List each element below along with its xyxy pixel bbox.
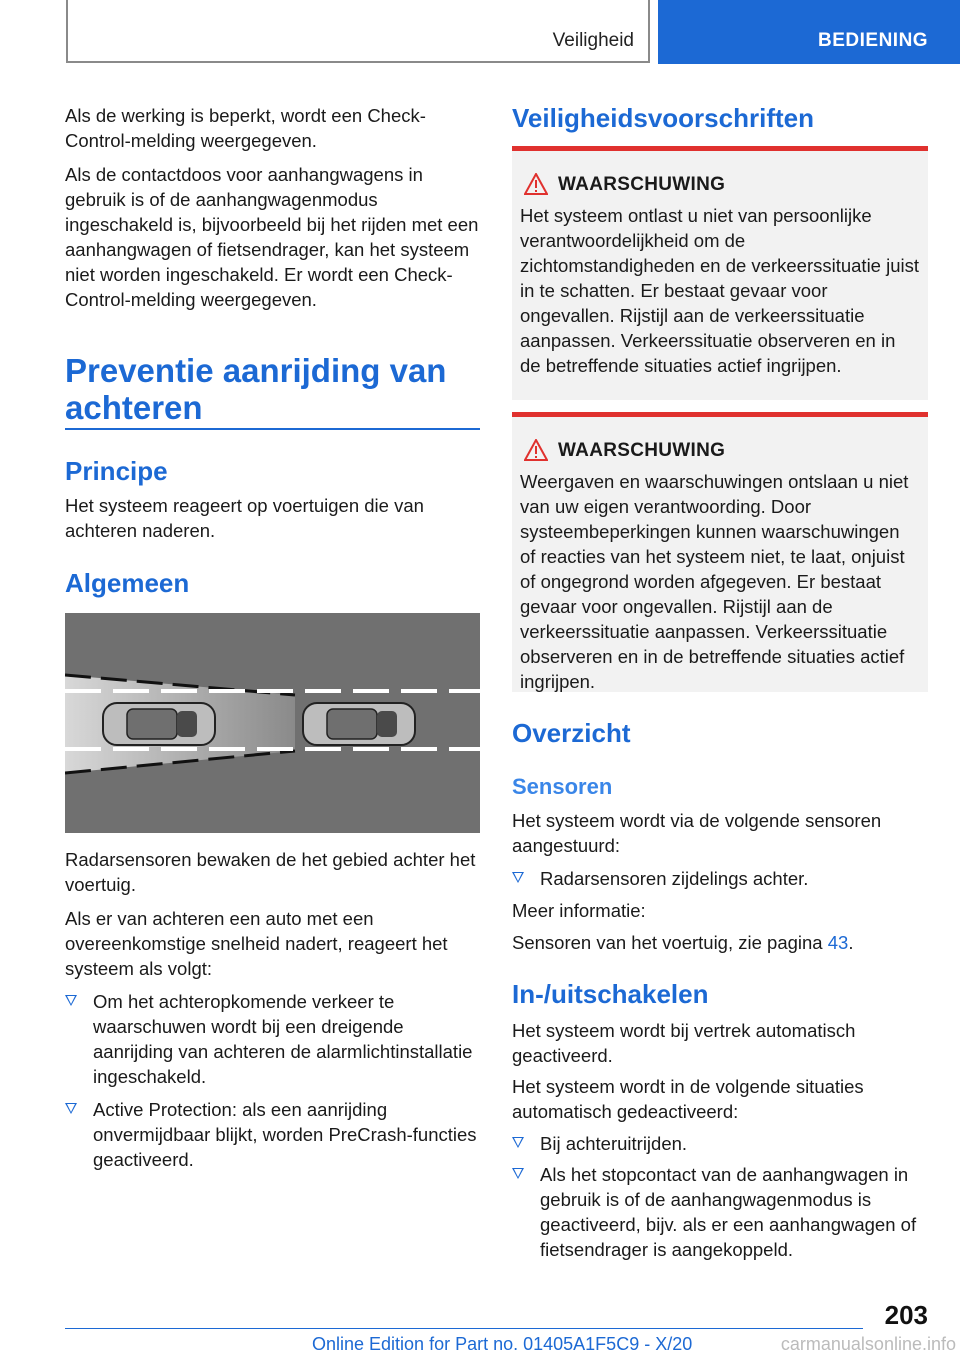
warning-box-2 <box>512 412 928 692</box>
list-item: Als het stopcontact van de aanhangwagen in gebruik is of de aanhangwagenmodus is geactiveerd, bijv. als er een aanhangwagen of fietsendrager is aangekoppeld. <box>512 1162 928 1262</box>
principe-heading: Principe <box>65 456 168 486</box>
warning-text: Het systeem ontlast u niet van persoonlijke verantwoordelijkheid om de zichtomstandigheden en de verkeerssituatie juist in te schatten. Er bestaat gevaar voor ongevallen. Rijstijl aan de verkeerssituatie aanpassen. Verkeerssituatie observeren en in de betreffende situaties actief ingrijpen. <box>520 205 920 376</box>
intro-paragraph-2: Als de contactdoos voor aanhangwagens in gebruik is of de aanhangwagenmodus ingeschakeld is, bijvoorbeeld bij het rijden met een aanhangwagen of fietsendrager, kan het systeem niet worden ingeschakeld. Er wordt een Check-Control-melding weergegeven. <box>65 164 479 310</box>
sensoren-heading: Sensoren <box>512 774 613 799</box>
page-number: 203 <box>884 1300 928 1330</box>
footer-watermark: carmanualsonline.info <box>780 1334 956 1354</box>
list-item: Radarsensoren zijdelings achter. <box>512 866 928 891</box>
warning-title: WAARSCHUWING <box>558 174 726 195</box>
header-section-label: Veiligheid <box>552 30 634 51</box>
own-vehicle <box>103 703 215 745</box>
overzicht-heading: Overzicht <box>512 718 631 748</box>
sensoren-text: Het systeem wordt via de volgende sensoren aangestuurd: <box>512 810 882 856</box>
rear-collision-illustration <box>65 613 480 833</box>
footer-edition: Online Edition for Part no. 01405A1F5C9 - X/20 <box>312 1334 693 1354</box>
page-reference-link[interactable]: 43 <box>827 932 849 953</box>
list-item: Active Protection: als een aanrijding onvermijdbaar blijkt, worden PreCrash-functies geactiveerd. <box>65 1097 480 1172</box>
footer-rule <box>65 1328 863 1329</box>
more-info-label: Meer informatie: <box>512 900 646 921</box>
header-frame <box>66 0 650 63</box>
warning-box-1 <box>512 146 928 400</box>
approaching-vehicle <box>303 703 415 745</box>
inuit-paragraph-1: Het systeem wordt bij vertrek automatisch geactiveerd. <box>512 1020 856 1066</box>
inuit-heading: In-/uitschakelen <box>512 979 709 1009</box>
warning-triangle-icon <box>524 173 548 195</box>
inuit-paragraph-2: Het systeem wordt in de volgende situaties automatisch gedeactiveerd: <box>512 1076 864 1122</box>
list-item: Bij achteruitrijden. <box>512 1131 928 1156</box>
header-chapter-tab[interactable]: BEDIENING <box>658 0 960 64</box>
warning-triangle-icon <box>524 439 548 461</box>
section-title-rule <box>65 428 480 430</box>
road-diagram <box>65 613 480 833</box>
cross-reference: Sensoren van het voertuig, zie pagina 43. <box>512 932 854 953</box>
algemeen-heading: Algemeen <box>65 568 190 598</box>
principe-text: Het systeem reageert op voertuigen die van achteren naderen. <box>65 495 424 541</box>
warning-text: Weergaven en waarschuwingen ontslaan u niet van uw eigen verantwoording. Door systeembeperkingen kunnen waarschuwingen of reacties van het systeem niet, te laat, onjuist of ongegrond worden afgegeven. Er bestaat gevaar voor ongevallen. Rijstijl aan de verkeerssituatie aanpassen. Verkeerssituatie observeren en in de betreffende situaties actief ingrijpen. <box>520 471 909 692</box>
radar-text: Radarsensoren bewaken de het gebied achter het voertuig. <box>65 849 476 895</box>
intro-paragraph-1: Als de werking is beperkt, wordt een Check-Control-melding weergegeven. <box>65 105 426 151</box>
warning-title: WAARSCHUWING <box>558 440 726 461</box>
safety-heading: Veiligheidsvoorschriften <box>512 103 814 133</box>
section-title: Preventie aanrijding van achteren <box>65 352 447 426</box>
list-item: Om het achteropkomende verkeer te waarschuwen wordt bij een dreigende aanrijding van achteren de alarmlichtinstallatie ingeschakeld. <box>65 989 480 1089</box>
approach-text: Als er van achteren een auto met een overeenkomstige snelheid nadert, reageert het systeem als volgt: <box>65 908 448 979</box>
